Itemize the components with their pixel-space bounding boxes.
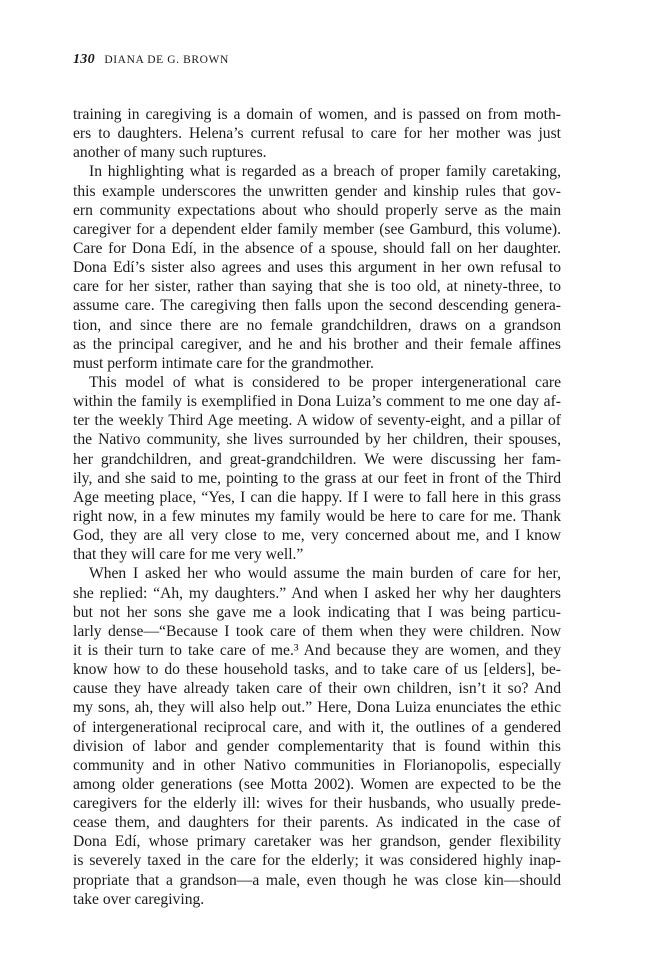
- text-line: Care for Dona Edí, in the absence of a spouse, should fall on her daughter.: [73, 239, 561, 257]
- running-head: [73, 52, 229, 68]
- text-line: caregivers for the elderly ill: wives for their husbands, who usually prede-: [73, 795, 561, 813]
- text-line: another of many such ruptures.: [73, 144, 267, 162]
- paragraph: [73, 373, 561, 564]
- text-line: care for her sister, rather than saying that she is too old, at ninety-three, to: [73, 278, 561, 296]
- text-line: This model of what is considered to be proper intergenerational care: [89, 373, 561, 391]
- text-line: cause they have already taken care of their own children, isn’t it so? And: [73, 680, 561, 698]
- text-line: must perform intimate care for the grandmother.: [73, 354, 374, 372]
- text-line: of intergenerational reciprocal care, and with it, the outlines of a gendered: [73, 718, 561, 736]
- text-line: as the principal caregiver, and he and his brother and their female affines: [73, 335, 561, 353]
- text-line: larly dense—“Because I took care of them when they were children. Now: [73, 622, 561, 640]
- text-line: In highlighting what is regarded as a breach of proper family caretaking,: [89, 163, 561, 181]
- text-line: know how to do these household tasks, and to take care of us [elders], be-: [73, 661, 561, 679]
- paragraph: [73, 162, 561, 373]
- text-line: Dona Edí’s sister also agrees and uses this argument in her own refusal to: [73, 259, 561, 277]
- text-line: but not her sons she gave me a look indicating that I was being particu-: [73, 603, 561, 621]
- page-number: 130: [73, 52, 95, 67]
- paragraph: [73, 105, 561, 162]
- body-text: [73, 105, 561, 909]
- text-line: community and in other Nativo communities in Florianopolis, especially: [73, 756, 561, 774]
- text-line: the Nativo community, she lives surrounded by her children, their spouses,: [73, 431, 561, 449]
- text-line: training in caregiving is a domain of women, and is passed on from moth-: [73, 106, 561, 123]
- text-line: right now, in a few minutes my family would be here to care for me. Thank: [73, 507, 561, 525]
- text-line: division of labor and gender complementarity that is found within this: [73, 737, 561, 755]
- text-line: God, they are all very close to me, very concerned about me, and I know: [73, 527, 561, 545]
- text-line: ily, and she said to me, pointing to the grass at our feet in front of the Third: [73, 469, 561, 487]
- text-line: my sons, ah, they will also help out.” Here, Dona Luiza enunciates the ethic: [73, 699, 561, 717]
- text-line: When I asked her who would assume the main burden of care for her,: [89, 565, 561, 583]
- text-line: among older generations (see Motta 2002). Women are expected to be the: [73, 775, 561, 793]
- text-line: within the family is exemplified in Dona Luiza’s comment to me one day af-: [73, 393, 561, 411]
- text-line: propriate that a grandson—a male, even though he was close kin—should: [73, 871, 561, 889]
- text-line: ern community expectations about who should properly serve as the main: [73, 201, 561, 219]
- text-line: take over caregiving.: [73, 890, 205, 908]
- text-line: her grandchildren, and great-grandchildren. We were discussing her fam-: [73, 450, 561, 468]
- text-line: tion, and since there are no female grandchildren, draws on a grandson: [73, 316, 561, 334]
- text-line: she replied: “Ah, my daughters.” And when I asked her why her daughters: [73, 584, 561, 602]
- text-line: ter the weekly Third Age meeting. A widow of seventy-eight, and a pillar of: [73, 412, 561, 430]
- running-head-author: DIANA DE G. BROWN: [104, 54, 229, 66]
- text-line: assume care. The caregiving then falls upon the second descending genera-: [73, 297, 561, 315]
- text-line: this example underscores the unwritten gender and kinship rules that gov-: [73, 182, 561, 200]
- text-line: cease them, and daughters for their parents. As indicated in the case of: [73, 814, 561, 832]
- text-line: it is their turn to take care of me.³ And because they are women, and they: [73, 641, 561, 659]
- text-line: that they will care for me very well.”: [73, 546, 304, 564]
- text-line: is severely taxed in the care for the elderly; it was considered highly inap-: [73, 852, 561, 870]
- paragraph: [73, 564, 561, 909]
- text-line: Age meeting place, “Yes, I can die happy. If I were to fall here in this grass: [73, 488, 561, 506]
- text-line: ers to daughters. Helena’s current refusal to care for her mother was just: [73, 125, 561, 143]
- text-line: Dona Edí, whose primary caretaker was her grandson, gender flexibility: [73, 833, 561, 851]
- text-line: caregiver for a dependent elder family member (see Gamburd, this volume).: [73, 220, 561, 238]
